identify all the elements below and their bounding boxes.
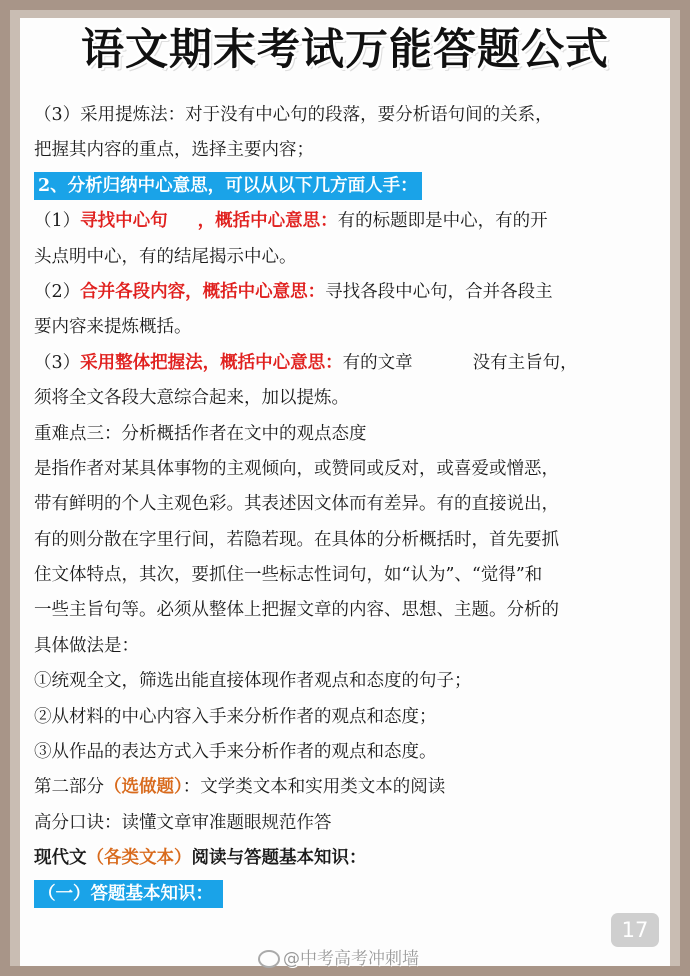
item-text: 寻找各段中心句，合并各段主: [325, 281, 553, 302]
text-line: 带有鲜明的个人主观色彩。其表述因文体而有差异。有的直接说出，: [34, 494, 559, 515]
item-number: （3）: [34, 352, 81, 373]
text-line: 头点明中心，有的结尾揭示中心。: [34, 246, 297, 267]
highlighted-heading: （一）答题基本知识：: [34, 880, 223, 908]
text-line: [34, 204, 664, 239]
subsection-heading: 重难点三：分析概括作者在文中的观点态度: [34, 423, 367, 444]
page-number-badge: 17: [611, 913, 659, 947]
text-line: [34, 346, 664, 381]
bold-label: 现代文: [34, 848, 87, 869]
text-line: 把握其内容的重点，选择主要内容；: [34, 140, 314, 161]
part-text: ：文学类文本和实用类文本的阅读: [182, 777, 446, 798]
text-line: 要内容来提炼概括。: [34, 317, 192, 338]
document-body: [34, 98, 664, 912]
page-title: 语文期末考试万能答题公式: [81, 25, 609, 75]
bold-label: 阅读与答题基本知识：: [191, 848, 367, 869]
text-line: 具体做法是：: [34, 635, 139, 656]
section-heading-highlight: [34, 169, 664, 204]
section-heading-highlight: [34, 877, 664, 912]
text-line: 住文体特点，其次，要抓住一些标志性词句，如“认为”、“觉得”和: [34, 565, 543, 586]
red-keyword: 合并各段内容，概括中心意思：: [80, 281, 326, 302]
text-line: 是指作者对某具体事物的主观倾向，或赞同或反对，或喜爱或憎恶，: [34, 458, 559, 479]
text-line: 一些主旨句等。必须从整体上把握文章的内容、思想、主题。分析的: [34, 600, 559, 621]
red-keyword: 采用整体把握法，概括中心意思：: [80, 352, 343, 373]
part-label: 第二部分: [34, 777, 104, 798]
text-line: [34, 841, 664, 876]
watermark: [258, 944, 419, 969]
item-text: 有的文章: [342, 352, 413, 373]
red-keyword: 寻找中心句: [80, 211, 168, 232]
item-number: （1）: [34, 211, 81, 232]
text-line: [34, 275, 664, 310]
list-item: ③从作品的表达方式入手来分析作者的观点和态度。: [34, 742, 437, 763]
item-text: 没有主旨句，: [472, 352, 578, 373]
text-line: （3）采用提炼法：对于没有中心句的段落，要分析语句间的关系，: [34, 105, 553, 125]
weibo-icon: [258, 950, 280, 968]
item-text: 有的标题即是中心，有的开: [337, 211, 548, 232]
highlighted-heading: 2、分析归纳中心意思，可以从以下几方面人手：: [34, 172, 422, 200]
orange-keyword: （各类文本）: [86, 848, 192, 869]
text-line: 高分口诀：读懂文章审准题眼规范作答: [34, 812, 332, 833]
text-line: [34, 770, 664, 805]
red-keyword: ，概括中心意思：: [197, 211, 338, 232]
item-number: （2）: [34, 281, 81, 302]
list-item: ②从材料的中心内容入手来分析作者的观点和态度；: [34, 706, 437, 727]
text-line: 有的则分散在字里行间，若隐若现。在具体的分析概括时，首先要抓: [34, 529, 559, 550]
watermark-text: @中考高考冲刺墙: [283, 949, 419, 969]
orange-keyword: （选做题）: [104, 777, 183, 798]
list-item: ①统观全文，筛选出能直接体现作者观点和态度的句子；: [34, 671, 472, 692]
text-line: 须将全文各段大意综合起来，加以提炼。: [34, 388, 349, 409]
